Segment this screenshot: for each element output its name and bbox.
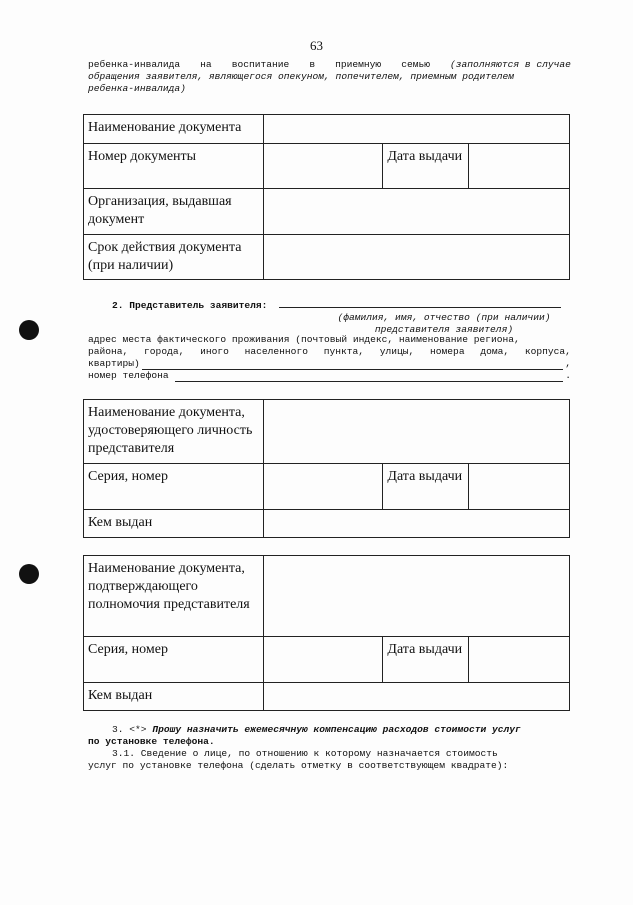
- document-table-3: [83, 555, 570, 711]
- authority-series-label: Серия, номер: [84, 637, 264, 683]
- id-issued-by-field[interactable]: [263, 510, 569, 538]
- phone-fill-line[interactable]: [175, 371, 564, 382]
- document-table-1: [83, 114, 570, 280]
- section-2-heading: 2. Представитель заявителя:: [112, 300, 268, 311]
- id-doc-name-field[interactable]: [263, 400, 569, 464]
- doc-number-label: Номер документы: [84, 144, 264, 189]
- intro-text: [88, 59, 571, 95]
- address-fill-line[interactable]: [142, 359, 563, 370]
- issue-date-field[interactable]: [469, 144, 570, 189]
- section-3-1-line-2: услуг по установке телефона (сделать отметку в соответствующем квадрате):: [88, 760, 509, 771]
- authority-doc-name-field[interactable]: [263, 556, 569, 637]
- doc-name-label: Наименование документа: [84, 115, 264, 144]
- section-3-heading-line-1: 3. <*> Прошу назначить ежемесячную компенсацию расходов стоимости услуг: [112, 724, 521, 735]
- issue-date-label: Дата выдачи: [383, 144, 469, 189]
- name-hint-2: представителя заявителя): [374, 324, 514, 335]
- address-line-2: района, города, иного населенного пункта, улицы, номера дома, корпуса,: [88, 346, 571, 357]
- issuer-field[interactable]: [263, 189, 569, 235]
- validity-field[interactable]: [263, 235, 569, 280]
- doc-name-field[interactable]: [263, 115, 569, 144]
- authority-issued-by-field[interactable]: [263, 683, 569, 711]
- authority-issue-date-field[interactable]: [469, 637, 570, 683]
- intro-line-3: ребенка-инвалида): [88, 83, 186, 94]
- validity-label: Срок действия документа (при наличии): [84, 235, 264, 280]
- binder-hole-2: [19, 564, 39, 584]
- section-2: [88, 297, 571, 336]
- section-3-number: 3. <*>: [112, 724, 147, 735]
- id-doc-name-label: Наименование документа, удостоверяющего личность представителя: [84, 400, 264, 464]
- representative-name-line[interactable]: [279, 297, 561, 308]
- id-issued-by-label: Кем выдан: [84, 510, 264, 538]
- id-series-field[interactable]: [263, 464, 383, 510]
- address-line-3: квартиры) ,: [88, 358, 571, 369]
- authority-issued-by-label: Кем выдан: [84, 683, 264, 711]
- id-issue-date-label: Дата выдачи: [383, 464, 469, 510]
- name-hint-1: (фамилия, имя, отчество (при наличии): [337, 312, 551, 323]
- binder-hole-1: [19, 320, 39, 340]
- authority-doc-name-label: Наименование документа, подтверждающего полномочия представителя: [84, 556, 264, 637]
- address-line-1: адрес места фактического проживания (почтовый индекс, наименование региона,: [88, 334, 520, 345]
- document-table-2: [83, 399, 570, 538]
- id-issue-date-field[interactable]: [469, 464, 570, 510]
- authority-issue-date-label: Дата выдачи: [383, 637, 469, 683]
- address-block: [88, 334, 571, 382]
- doc-number-field[interactable]: [263, 144, 383, 189]
- phone-label: номер телефона: [88, 370, 169, 381]
- phone-line: номер телефона .: [88, 370, 571, 381]
- section-3-1-line-1: 3.1. Сведение о лице, по отношению к которому назначается стоимость: [112, 748, 498, 759]
- section-3: [88, 724, 586, 772]
- page-number: 63: [310, 38, 323, 53]
- issuer-label: Организация, выдавшая документ: [84, 189, 264, 235]
- intro-line-1: ребенка-инвалида на воспитание в приемную семью (заполняются в случае: [88, 59, 571, 70]
- intro-line-2: обращения заявителя, являющегося опекуном, попечителем, приемным родителем: [88, 71, 515, 82]
- section-3-heading-line-2: по установке телефона.: [88, 736, 215, 747]
- authority-series-field[interactable]: [263, 637, 383, 683]
- id-series-label: Серия, номер: [84, 464, 264, 510]
